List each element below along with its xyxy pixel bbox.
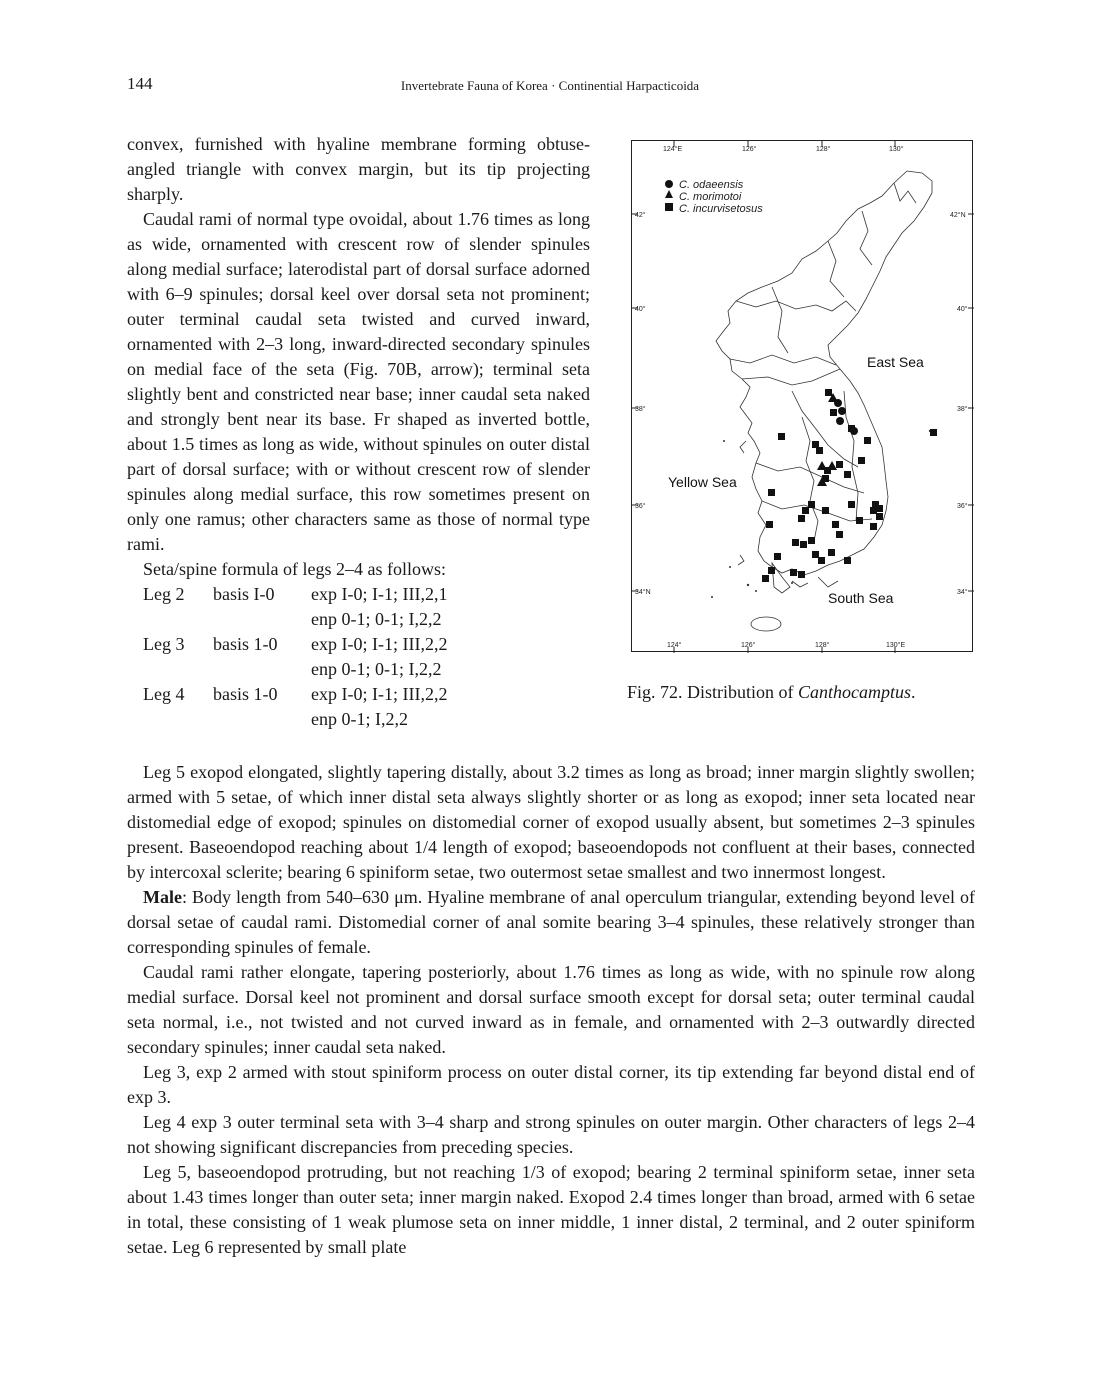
leg-label: Leg 2 (143, 584, 185, 604)
map-legend (665, 179, 763, 215)
formula-row-leg2-enp (143, 607, 447, 632)
formula-row-leg4-enp (143, 707, 447, 732)
paragraph-male (127, 885, 975, 960)
basis-value: basis 1-0 (213, 684, 278, 704)
legend-label-odaeensis: C. odaeensis (679, 179, 744, 191)
paragraph-leg4-male: Leg 4 exp 3 outer terminal seta with 3–4 sharp and strong spinules on outer margin. Other characters of legs 2–4 not showing significant discrepancies from preceding species. (127, 1112, 975, 1157)
seta-spine-formula-table (143, 582, 447, 732)
paragraph-formula-intro: Seta/spine formula of legs 2–4 as follows: (143, 559, 446, 579)
running-title: Invertebrate Fauna of Korea · Continential Harpacticoida (400, 78, 700, 93)
basis-value: basis 1-0 (213, 634, 278, 654)
legend-label-morimotoi: C. morimotoi (679, 191, 742, 203)
formula-row-leg3 (143, 632, 447, 657)
tick-bottom-0: 124° (667, 642, 682, 649)
tick-top-0: 124°E (663, 146, 683, 153)
male-description: : Body length from 540–630 μm. Hyaline membrane of anal operculum triangular, extending beyond level of dorsal setae of caudal rami. Distomedial corner of anal somite bearing 3–4 spinules, these relatively stronger than corresponding spinules of female. (127, 887, 975, 957)
tick-top-3: 130° (889, 146, 904, 153)
paragraph-caudal-rami-female: Caudal rami of normal type ovoidal, about 1.76 times as long as wide, ornamented with crescent row of slender spinules along medial surface; laterodistal part of dorsal surface adorned with 6–9 spinules; dorsal keel over dorsal seta not prominent; outer terminal caudal seta twisted and curved inward, ornamented with 2–3 long, inward-directed secondary spinules on medial face of the seta (Fig. 70B, arrow); terminal seta slightly bent and constricted near base; inner caudal seta naked and strongly bent near its base. Fr shaped as inverted bottle, about 1.5 times as long as wide, without spinules on outer distal part of dorsal surface; with or without crescent row of slender spinules along medial surface, this row sometimes present on only one ramus; other characters same as those of normal type rami. (127, 209, 590, 554)
caption-taxon: Canthocamptus (798, 682, 912, 702)
leg-label: Leg 4 (143, 684, 185, 704)
tick-bottom-3: 130°E (886, 642, 906, 649)
tick-top-1: 126° (742, 146, 757, 153)
main-text (127, 760, 975, 1260)
caption-suffix: . (911, 682, 916, 702)
tick-left-4: 34°N (635, 589, 651, 596)
tick-left-2: 38° (635, 406, 646, 413)
paragraph-leg3-male: Leg 3, exp 2 armed with stout spiniform process on outer distal corner, its tip extending far beyond distal end of exp 3. (127, 1062, 975, 1107)
tick-left-0: 42° (635, 212, 646, 219)
tick-left-3: 36° (635, 503, 646, 510)
enp-value: enp 0-1; 0-1; I,2,2 (311, 659, 442, 679)
tick-right-4: 34° (957, 589, 968, 596)
page-number: 144 (127, 74, 153, 93)
tick-bottom-1: 126° (741, 642, 756, 649)
paragraph-caudal-rami-male: Caudal rami rather elongate, tapering posteriorly, about 1.76 times as long as wide, with no spinule row along medial surface. Dorsal keel not prominent and dorsal surface smooth except for dorsal seta; outer terminal caudal seta normal, i.e., not twisted and not curved inward as in female, and ornamented with 2–3 outwardly directed secondary spinules; inner caudal seta naked. (127, 962, 975, 1057)
paragraph-leg5-female: Leg 5 exopod elongated, slightly tapering distally, about 3.2 times as long as broad; inner margin slightly swollen; armed with 5 setae, of which inner distal seta always slightly shorter or as long as exopod; inner seta located near distomedial edge of exopod; spinules on distomedial corner of exopod usually absent, but sometimes 2–3 spinules present. Baseoendopod reaching about 1/4 length of exopod; baseoendopods not confluent at their bases, connected by intercoxal sclerite; bearing 6 spiniform setae, two outermost setae smallest and two innermost longest. (127, 762, 975, 882)
distribution-map (631, 140, 973, 652)
tick-bottom-2: 128° (815, 642, 830, 649)
tick-right-0: 42°N (950, 212, 966, 219)
formula-row-leg2 (143, 582, 447, 607)
figure-caption (627, 680, 916, 705)
tick-right-3: 36° (957, 503, 968, 510)
exp-value: exp I-0; I-1; III,2,2 (311, 684, 448, 704)
enp-value: enp 0-1; 0-1; I,2,2 (311, 609, 442, 629)
tick-left-1: 40° (635, 306, 646, 313)
formula-row-leg3-enp (143, 657, 447, 682)
basis-value: basis I-0 (213, 584, 275, 604)
label-east-sea: East Sea (867, 354, 924, 370)
formula-row-leg4 (143, 682, 447, 707)
exp-value: exp I-0; I-1; III,2,1 (311, 584, 448, 604)
paragraph-leg5-male: Leg 5, baseoendopod protruding, but not reaching 1/3 of exopod; bearing 2 terminal spiniform setae, inner seta about 1.43 times longer than outer seta; inner margin naked. Exopod 2.4 times longer than broad, armed with 6 setae in total, these consisting of 1 weak plumose seta on inner middle, 1 inner distal, 2 terminal, and 2 outer spiniform setae. Leg 6 represented by small plate (127, 1162, 975, 1257)
caption-prefix: Fig. 72. Distribution of (627, 682, 799, 702)
exp-value: exp I-0; I-1; III,2,2 (311, 634, 448, 654)
leg-label: Leg 3 (143, 634, 185, 654)
tick-right-1: 40° (957, 306, 968, 313)
male-heading: Male (143, 887, 182, 907)
enp-value: enp 0-1; I,2,2 (311, 709, 408, 729)
paragraph-membrane: convex, furnished with hyaline membrane forming obtuse-angled triangle with convex margin, but its tip projecting sharply. (127, 134, 590, 204)
tick-top-2: 128° (816, 146, 831, 153)
label-south-sea: South Sea (828, 590, 894, 606)
legend-label-incurvisetosus: C. incurvisetosus (679, 203, 763, 215)
left-column (127, 132, 590, 732)
label-yellow-sea: Yellow Sea (668, 474, 737, 490)
occurrence-markers (762, 389, 937, 582)
tick-right-2: 38° (957, 406, 968, 413)
